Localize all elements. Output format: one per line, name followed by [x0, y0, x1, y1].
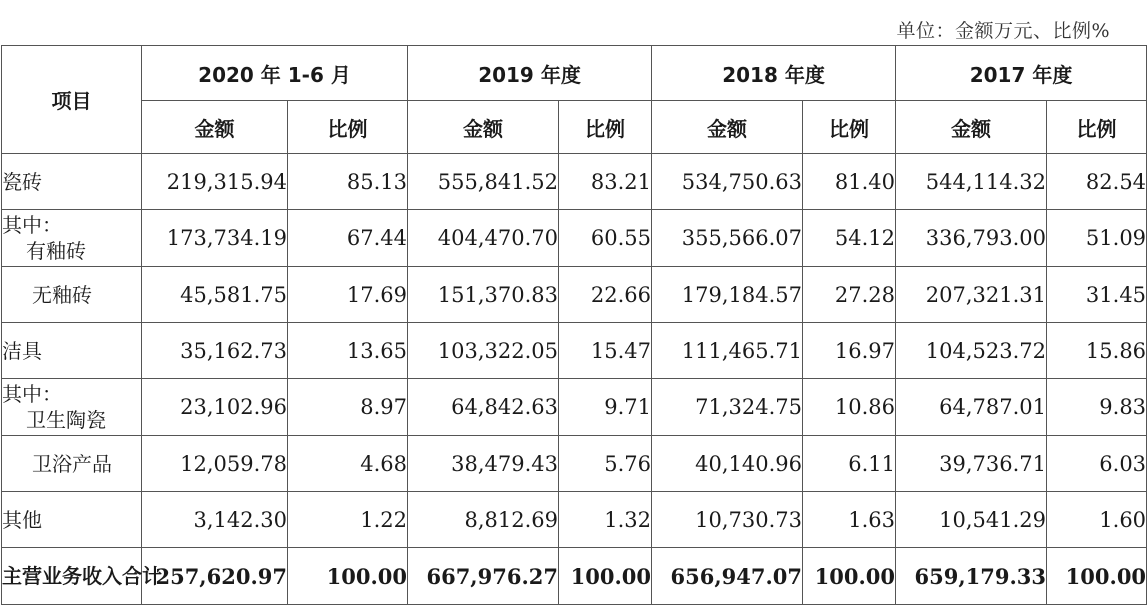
- ratio-cell: 4.68: [288, 436, 408, 492]
- table-row: [2, 267, 1147, 323]
- row-label-sub: 有釉砖: [26, 239, 86, 263]
- header-item: 项目: [2, 46, 142, 154]
- amount-cell: 659,179.33: [896, 548, 1047, 605]
- ratio-cell: 9.83: [1047, 379, 1147, 436]
- header-ratio: 比例: [288, 101, 408, 154]
- header-period: 2020 年 1-6 月: [142, 46, 408, 101]
- ratio-cell: 16.97: [803, 323, 896, 379]
- row-label-prefix: 其中：: [2, 213, 62, 237]
- amount-cell: 39,736.71: [896, 436, 1047, 492]
- header-period: 2018 年度: [652, 46, 896, 101]
- row-label-prefix: 其中：: [2, 382, 62, 406]
- header-period: 2017 年度: [896, 46, 1147, 101]
- row-label: 瓷砖: [2, 154, 142, 210]
- row-label: 卫浴产品: [2, 436, 142, 492]
- amount-cell: 10,730.73: [652, 492, 803, 548]
- ratio-cell: 51.09: [1047, 210, 1147, 267]
- table-row: [2, 154, 1147, 210]
- amount-cell: 45,581.75: [142, 267, 288, 323]
- ratio-cell: 10.86: [803, 379, 896, 436]
- row-label: 主营业务收入合计: [2, 548, 142, 605]
- amount-cell: 103,322.05: [408, 323, 559, 379]
- table-row: [2, 323, 1147, 379]
- amount-cell: 40,140.96: [652, 436, 803, 492]
- table-row: [2, 379, 1147, 436]
- ratio-cell: 67.44: [288, 210, 408, 267]
- header-ratio: 比例: [1047, 101, 1147, 154]
- row-label: 无釉砖: [2, 267, 142, 323]
- ratio-cell: 85.13: [288, 154, 408, 210]
- amount-cell: 207,321.31: [896, 267, 1047, 323]
- amount-cell: 104,523.72: [896, 323, 1047, 379]
- header-row-subcolumns: [2, 101, 1147, 154]
- ratio-cell: 1.60: [1047, 492, 1147, 548]
- amount-cell: 257,620.97: [142, 548, 288, 605]
- amount-cell: 336,793.00: [896, 210, 1047, 267]
- row-label-sub: 卫生陶瓷: [26, 408, 106, 432]
- row-label: 其他: [2, 492, 142, 548]
- row-label: 洁具: [2, 323, 142, 379]
- header-amount: 金额: [408, 101, 559, 154]
- ratio-cell: 83.21: [559, 154, 652, 210]
- header-amount: 金额: [652, 101, 803, 154]
- ratio-cell: 15.86: [1047, 323, 1147, 379]
- total-row: [2, 548, 1147, 605]
- amount-cell: 656,947.07: [652, 548, 803, 605]
- amount-cell: 355,566.07: [652, 210, 803, 267]
- ratio-cell: 17.69: [288, 267, 408, 323]
- ratio-cell: 100.00: [1047, 548, 1147, 605]
- unit-note: 单位：金额万元、比例%: [896, 20, 1110, 42]
- table-row: [2, 436, 1147, 492]
- ratio-cell: 6.03: [1047, 436, 1147, 492]
- header-row-periods: [2, 46, 1147, 101]
- amount-cell: 179,184.57: [652, 267, 803, 323]
- amount-cell: 111,465.71: [652, 323, 803, 379]
- ratio-cell: 22.66: [559, 267, 652, 323]
- amount-cell: 219,315.94: [142, 154, 288, 210]
- ratio-cell: 1.22: [288, 492, 408, 548]
- table-row: [2, 492, 1147, 548]
- row-label: [2, 210, 142, 267]
- amount-cell: 10,541.29: [896, 492, 1047, 548]
- ratio-cell: 60.55: [559, 210, 652, 267]
- amount-cell: 71,324.75: [652, 379, 803, 436]
- ratio-cell: 6.11: [803, 436, 896, 492]
- ratio-cell: 15.47: [559, 323, 652, 379]
- amount-cell: 555,841.52: [408, 154, 559, 210]
- ratio-cell: 100.00: [288, 548, 408, 605]
- row-label: [2, 379, 142, 436]
- ratio-cell: 31.45: [1047, 267, 1147, 323]
- amount-cell: 3,142.30: [142, 492, 288, 548]
- amount-cell: 12,059.78: [142, 436, 288, 492]
- ratio-cell: 54.12: [803, 210, 896, 267]
- header-amount: 金额: [142, 101, 288, 154]
- ratio-cell: 9.71: [559, 379, 652, 436]
- ratio-cell: 5.76: [559, 436, 652, 492]
- amount-cell: 151,370.83: [408, 267, 559, 323]
- ratio-cell: 8.97: [288, 379, 408, 436]
- header-ratio: 比例: [803, 101, 896, 154]
- table-row: [2, 210, 1147, 267]
- ratio-cell: 27.28: [803, 267, 896, 323]
- revenue-table: [1, 45, 1147, 605]
- ratio-cell: 81.40: [803, 154, 896, 210]
- amount-cell: 64,787.01: [896, 379, 1047, 436]
- ratio-cell: 100.00: [559, 548, 652, 605]
- header-period: 2019 年度: [408, 46, 652, 101]
- amount-cell: 64,842.63: [408, 379, 559, 436]
- amount-cell: 23,102.96: [142, 379, 288, 436]
- amount-cell: 35,162.73: [142, 323, 288, 379]
- amount-cell: 173,734.19: [142, 210, 288, 267]
- ratio-cell: 13.65: [288, 323, 408, 379]
- ratio-cell: 1.63: [803, 492, 896, 548]
- ratio-cell: 100.00: [803, 548, 896, 605]
- amount-cell: 544,114.32: [896, 154, 1047, 210]
- amount-cell: 534,750.63: [652, 154, 803, 210]
- header-ratio: 比例: [559, 101, 652, 154]
- amount-cell: 8,812.69: [408, 492, 559, 548]
- header-amount: 金额: [896, 101, 1047, 154]
- ratio-cell: 82.54: [1047, 154, 1147, 210]
- amount-cell: 404,470.70: [408, 210, 559, 267]
- amount-cell: 667,976.27: [408, 548, 559, 605]
- ratio-cell: 1.32: [559, 492, 652, 548]
- amount-cell: 38,479.43: [408, 436, 559, 492]
